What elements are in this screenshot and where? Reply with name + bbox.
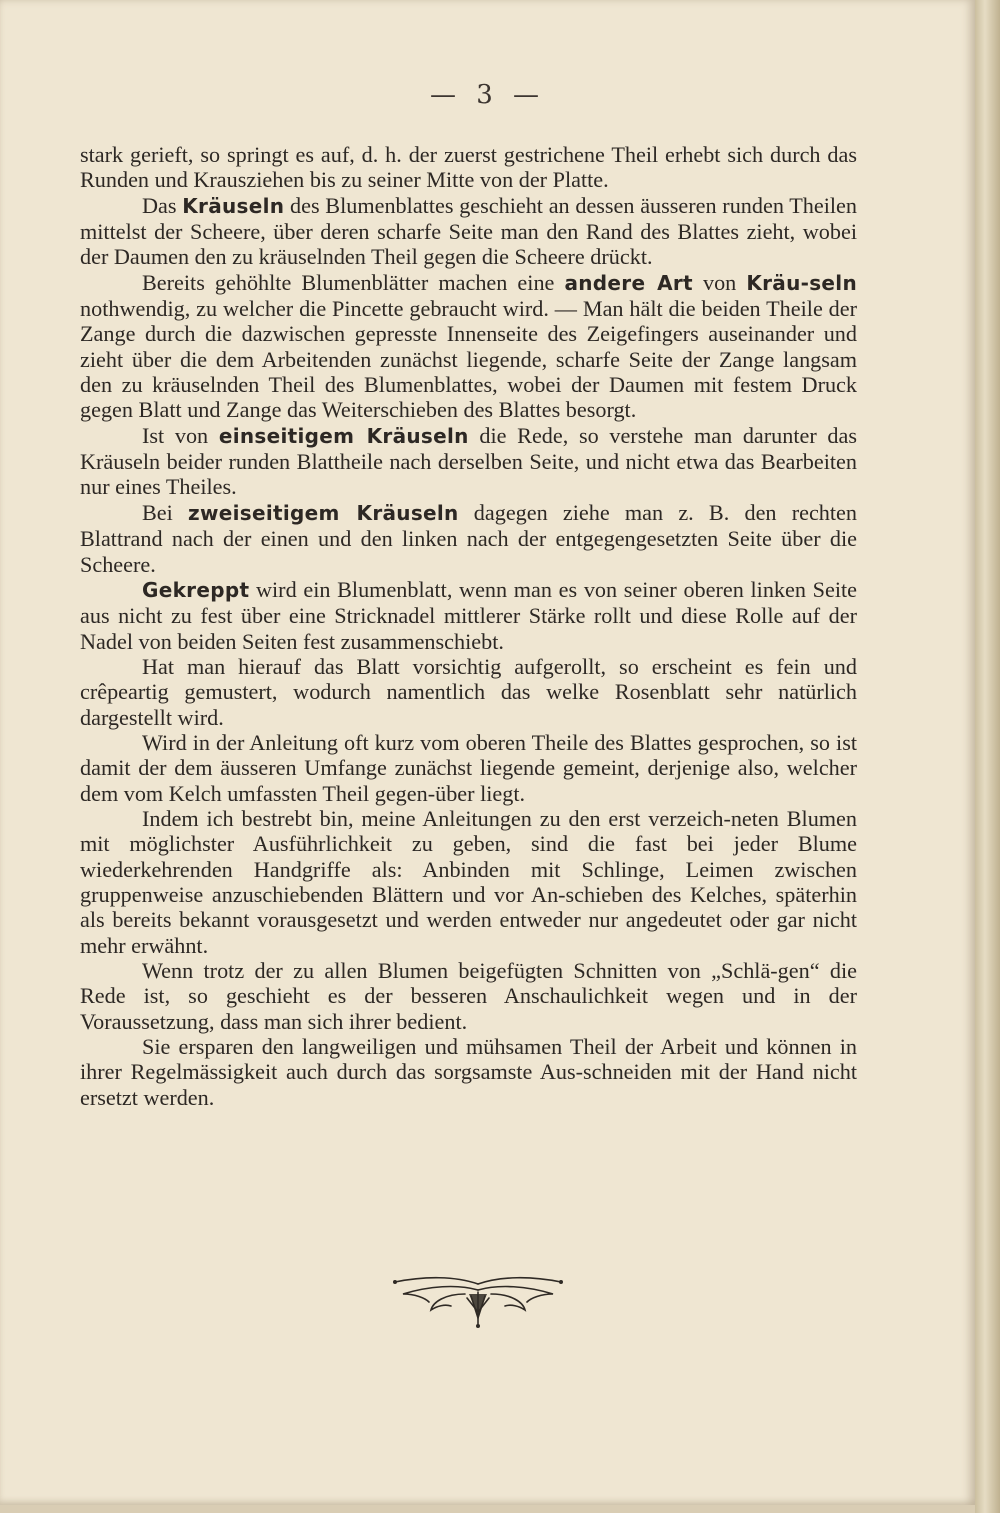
paragraph: [80, 730, 857, 806]
text-run: stark gerieft, so springt es auf, d. h. der zuerst gestrichene Theil erhebt sich durch das Runden und Krausziehen bis zu seiner Mitte von der Platte.: [80, 142, 857, 193]
body-text: [80, 142, 857, 1110]
text-run: nothwendig, zu welcher die Pincette gebraucht wird. — Man hält die beiden Theile der Zange durch die dazwischen gepresste Innenseite des Zeigefingers auseinander und zieht über die dem Arbeitenden zunächst liegende, scharfe Seite der Zange langsam den zu kräuselnden Theil des Blumenblattes, wobei der Daumen mit festem Druck gegen Blatt und Zange das Weiterschieben des Blattes besorgt.: [80, 296, 857, 423]
text-run: Wenn trotz der zu allen Blumen beigefügten Schnitten von „Schlä-gen“ die Rede ist, so geschieht es der besseren Anschaulichkeit wegen und in der Voraussetzung, dass man sich ihrer bedient.: [80, 958, 857, 1034]
emphasized-term: zweiseitigem Kräuseln: [188, 500, 459, 525]
paragraph: [80, 142, 857, 193]
paragraph: [80, 500, 857, 577]
page-number: — 3 —: [429, 80, 546, 110]
emphasized-term: andere Art: [564, 270, 693, 295]
text-run: Das: [142, 192, 183, 218]
paragraph: [80, 806, 857, 958]
paragraph: [80, 577, 857, 654]
text-run: Wird in der Anleitung oft kurz vom oberen Theile des Blattes gesprochen, so ist damit der dem äusseren Umfange zunächst liegende gemeint, derjenige also, welcher dem vom Kelch umfassten Theil gegen-über liegt.: [80, 729, 857, 806]
text-run: Ist von: [142, 422, 219, 448]
text-run: von: [692, 269, 747, 295]
text-run: Sie ersparen den langweiligen und mühsamen Theil der Arbeit und können in ihrer Regelmässigkeit auch durch das sorgsamste Aus-schneiden mit der Hand nicht ersetzt werden.: [80, 1034, 857, 1110]
text-run: die Rede, so verstehe man darunter das Kräuseln beider runden Blattheile nach derselben Seite, und nicht etwa das Bearbeiten nur eines Theiles.: [80, 422, 857, 500]
emphasized-term: Kräu-seln: [746, 270, 857, 295]
flourish-ornament-icon: [385, 1272, 571, 1332]
text-run: dagegen ziehe man z. B. den rechten Blattrand nach der einen und den linken nach der entgegengesetzten Seite über die Scheere.: [80, 499, 857, 577]
paragraph: [80, 270, 857, 423]
paragraph: [80, 423, 857, 500]
page-edge: [975, 0, 1000, 1513]
text-run: wird ein Blumenblatt, wenn man es von seiner oberen linken Seite aus nicht zu fest über eine Stricknadel mittlerer Stärke rollt und diese Rolle auf der Nadel von beiden Seiten fest zusammenschiebt.: [80, 576, 857, 654]
paragraph: [80, 1034, 857, 1110]
paragraph: [80, 193, 857, 270]
text-run: Indem ich bestrebt bin, meine Anleitungen zu den erst verzeich-neten Blumen mit möglichster Ausführlichkeit zu geben, sind die fast bei jeder Blume wiederkehrenden Handgriffe als: Anbinden mit Schlinge, Leimen zwischen gruppenweise anzuschiebenden Blättern und vor An-schieben des Kelches, späterhin als bereits bekannt vorausgesetzt und werden entweder nur angedeutet oder gar nicht mehr erwähnt.: [80, 805, 857, 958]
emphasized-term: Gekreppt: [142, 577, 250, 602]
emphasized-term: einseitigem Kräuseln: [218, 423, 469, 448]
paragraph: [80, 654, 857, 730]
text-run: Hat man hierauf das Blatt vorsichtig aufgerollt, so erscheint es fein und crêpeartig gemustert, wodurch namentlich das welke Rosenblatt sehr natürlich dargestellt wird.: [80, 653, 857, 730]
text-run: Bei: [142, 499, 189, 525]
emphasized-term: Kräuseln: [182, 193, 285, 218]
paragraph: [80, 958, 857, 1034]
text-run: Bereits gehöhlte Blumenblätter machen eine: [142, 269, 565, 295]
text-run: des Blumenblattes geschieht an dessen äusseren runden Theilen mittelst der Scheere, über deren scharfe Seite man den Rand des Blattes zieht, wobei der Daumen den zu kräuselnden Theil gegen die Scheere drückt.: [80, 192, 858, 270]
